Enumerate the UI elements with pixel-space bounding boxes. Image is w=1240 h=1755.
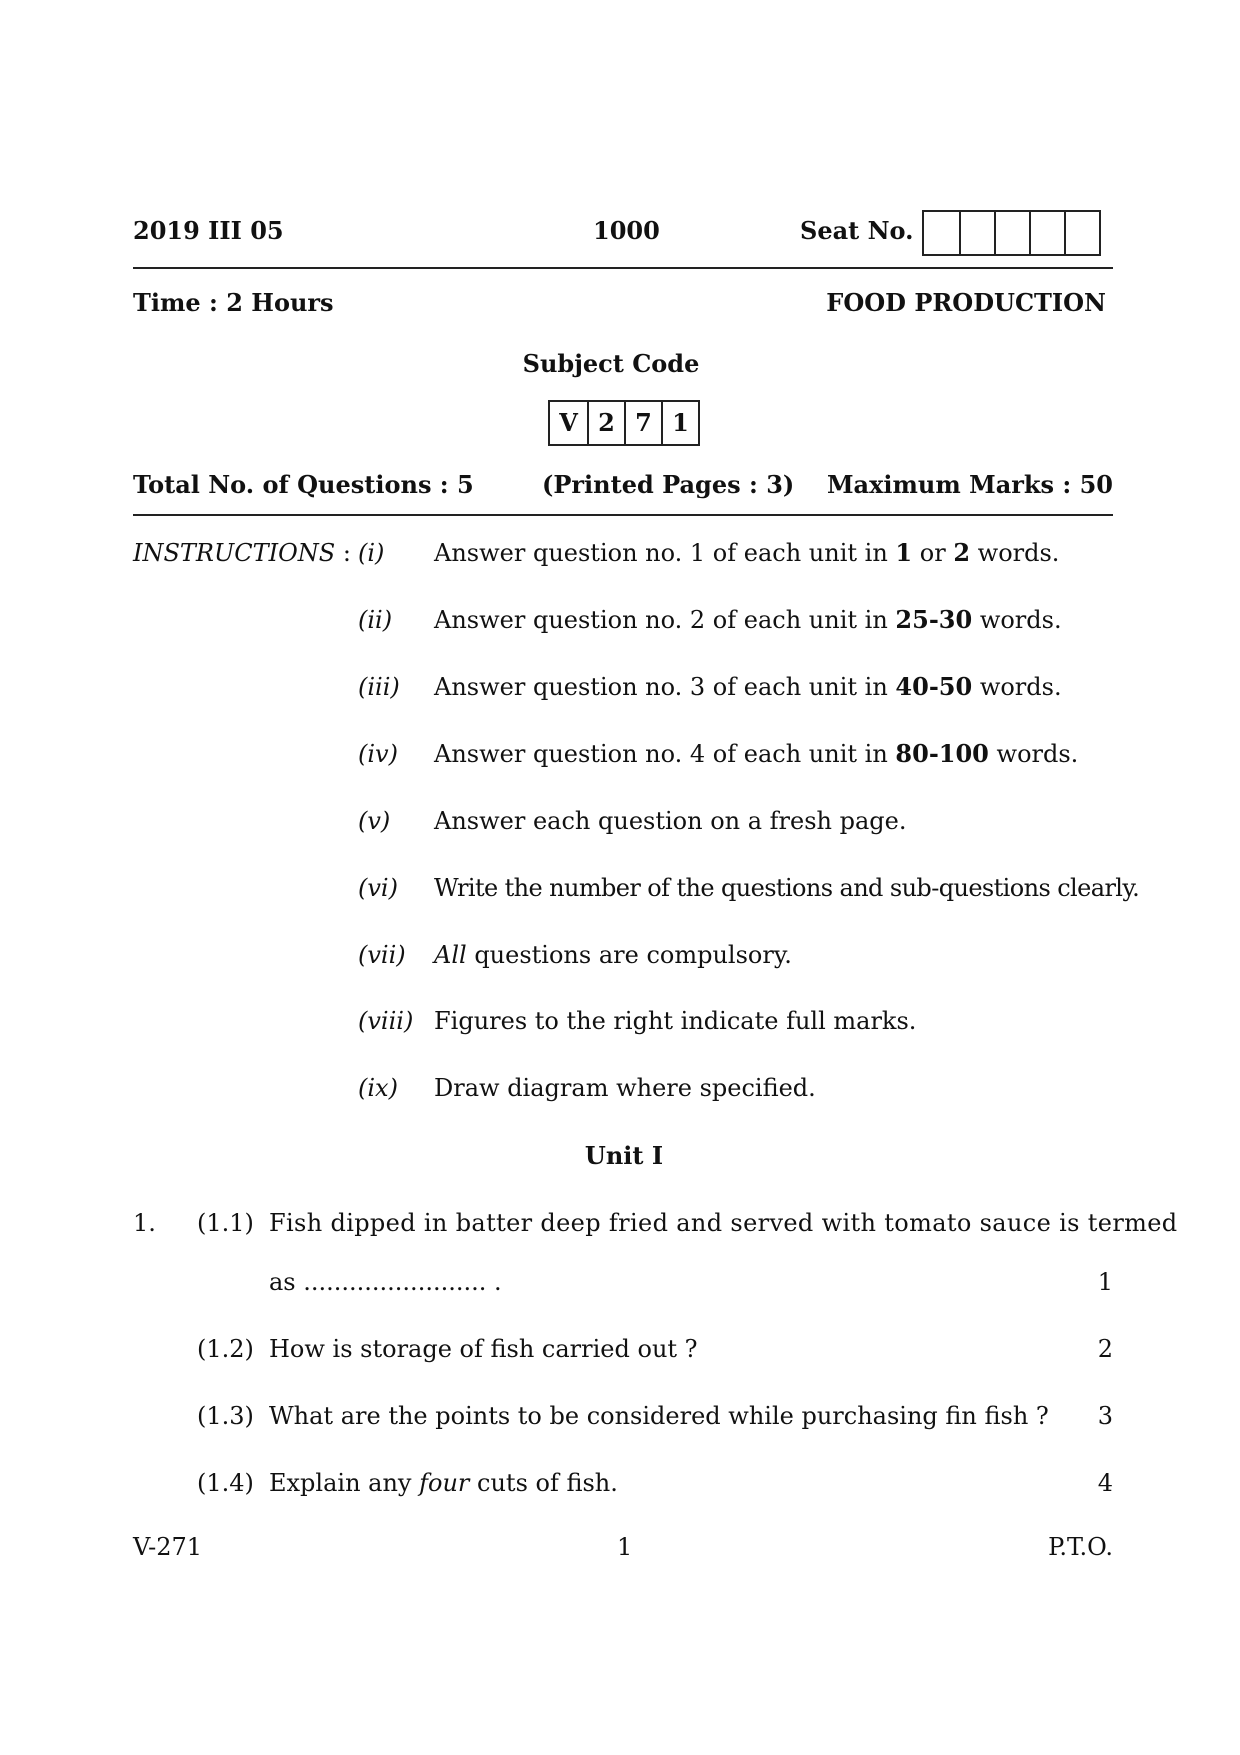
instruction-text: Answer question no. 1 of each unit in 1 or 2 words. [434,538,1060,567]
seat-box[interactable] [924,212,959,254]
seat-box[interactable] [1064,212,1099,254]
instruction-number: (ix) [358,1074,398,1102]
seat-label: Seat No. [800,216,914,245]
maximum-marks: Maximum Marks : 50 [826,470,1113,499]
marks: 2 [1097,1335,1113,1363]
subquestion-number: (1.1) [197,1209,254,1237]
instruction-number: (i) [358,539,385,567]
seat-box[interactable] [994,212,1029,254]
seat-number-boxes[interactable] [922,210,1101,256]
seat-box[interactable] [1029,212,1064,254]
footer-code: V-271 [133,1533,203,1561]
marks: 3 [1097,1402,1113,1430]
subquestion-number: (1.2) [197,1335,254,1363]
seat-box[interactable] [959,212,994,254]
time-allowed: Time : 2 Hours [133,288,334,317]
copies-count: 1000 [593,216,660,245]
instructions-divider [133,514,1113,516]
subject-code-label [0,349,1240,379]
instruction-number: (iv) [358,740,398,768]
subquestion-text: How is storage of fish carried out ? [269,1335,698,1363]
instruction-number: (vi) [358,874,398,902]
subquestion-text-continued: as ........................ . [269,1268,502,1296]
please-turn-over: P.T.O. [1048,1533,1113,1561]
instruction-number: (iii) [358,673,400,701]
instruction-number: (vii) [358,941,406,969]
instructions-label: INSTRUCTIONS : [133,539,351,567]
subquestion-text: Explain any four cuts of fish. [269,1469,618,1497]
instruction-number: (v) [358,807,391,835]
marks: 4 [1097,1469,1113,1497]
subject-code-label-text: Subject Code [522,349,700,378]
question-number: 1. [133,1209,156,1237]
unit-title: Unit I [584,1141,664,1170]
instruction-text: Answer question no. 4 of each unit in 80-100 words. [434,739,1079,768]
paper-code: 2019 III 05 [133,216,284,245]
header-divider [133,267,1113,269]
subquestion-text: Fish dipped in batter deep fried and served with tomato sauce is termed [269,1209,1178,1237]
subject-code-char: 2 [587,402,624,444]
subject-code-char: 1 [661,402,698,444]
subject-name: FOOD PRODUCTION [826,288,1106,317]
subquestion-number: (1.4) [197,1469,254,1497]
subject-code-char: V [559,408,578,437]
instruction-text: All questions are compulsory. [434,941,792,969]
printed-pages: (Printed Pages : 3) [542,470,795,499]
instruction-text: Answer question no. 3 of each unit in 40-50 words. [434,672,1062,701]
page-number: 1 [617,1533,633,1561]
instruction-text: Answer question no. 2 of each unit in 25-30 words. [434,605,1062,634]
subject-code-char: 7 [624,402,661,444]
unit-title-row [0,1141,1240,1171]
marks: 1 [1097,1268,1113,1296]
subquestion-number: (1.3) [197,1402,254,1430]
instructions-label-text: INSTRUCTIONS [133,539,336,567]
instruction-number: (ii) [358,606,393,634]
total-questions: Total No. of Questions : 5 [133,470,474,499]
instruction-text: Answer each question on a fresh page. [434,807,907,835]
instruction-text: Draw diagram where specified. [434,1074,816,1102]
instruction-text: Figures to the right indicate full marks. [434,1007,917,1035]
instruction-text: Write the number of the questions and sub-questions clearly. [434,874,1140,902]
instruction-number: (viii) [358,1007,414,1035]
subject-code-boxes [548,400,700,446]
subquestion-text: What are the points to be considered while purchasing fin fish ? [269,1402,1049,1430]
